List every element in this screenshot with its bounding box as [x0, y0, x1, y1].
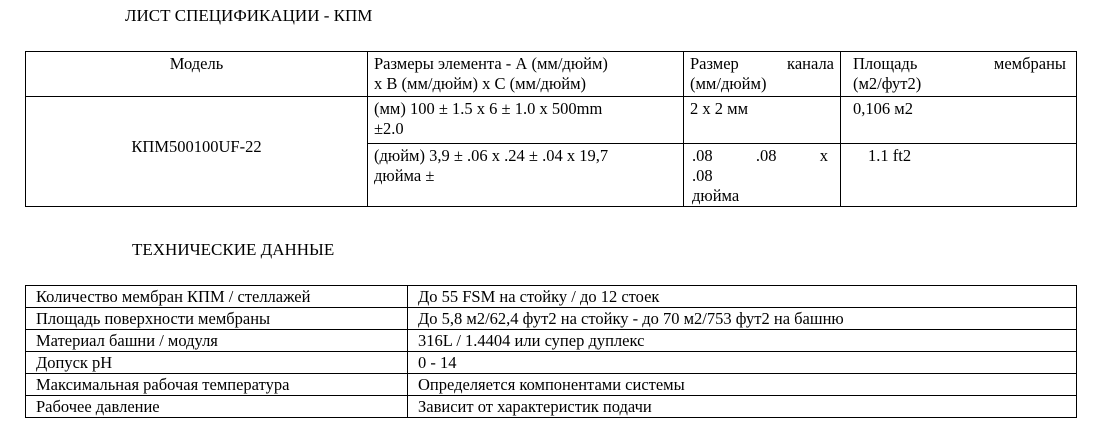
- channel-inch: [684, 144, 841, 207]
- dimensions-mm-line1: (мм) 100 ± 1.5 x 6 ± 1.0 x 500mm: [374, 99, 603, 118]
- tech-data-value: 0 - 14: [408, 352, 1077, 374]
- tech-data-value: Зависит от характеристик подачи: [408, 396, 1077, 418]
- area-mm: 0,106 м2: [841, 97, 1077, 144]
- tech-data-value: 316L / 1.4404 или супер дуплекс: [408, 330, 1077, 352]
- dimensions-mm-line2: ±2.0: [374, 119, 404, 138]
- tech-data-label: Количество мембран КПМ / стеллажей: [26, 286, 408, 308]
- header-dimensions-line1: Размеры элемента - А (мм/дюйм): [374, 54, 608, 73]
- header-channel: [684, 52, 841, 97]
- tech-data-row: [26, 330, 1077, 352]
- channel-inch-line2: дюйма: [692, 186, 740, 205]
- spec-row-mm: [26, 97, 1077, 144]
- spec-table: [25, 51, 1077, 207]
- tech-data-label: Максимальная рабочая температура: [26, 374, 408, 396]
- tech-data-value: Определяется компонентами системы: [408, 374, 1077, 396]
- header-dimensions-line2: х В (мм/дюйм) х С (мм/дюйм): [374, 74, 587, 93]
- dimensions-inch-line2: дюйма ±: [374, 166, 435, 185]
- tech-data-label: Рабочее давление: [26, 396, 408, 418]
- header-channel-line1: Размер канала: [690, 54, 834, 73]
- header-area: [841, 52, 1077, 97]
- channel-inch-line1: .08 .08 x .08: [692, 146, 828, 185]
- tech-data-row: [26, 352, 1077, 374]
- header-channel-line2: (мм/дюйм): [690, 74, 767, 93]
- tech-data-label: Материал башни / модуля: [26, 330, 408, 352]
- header-dimensions: [368, 52, 684, 97]
- tech-data-row: [26, 286, 1077, 308]
- tech-data-row: [26, 374, 1077, 396]
- tech-data-value: До 5,8 м2/62,4 фут2 на стойку - до 70 м2/753 фут2 на башню: [408, 308, 1077, 330]
- tech-data-label: Площадь поверхности мембраны: [26, 308, 408, 330]
- dimensions-inch: [368, 144, 684, 207]
- tech-data-row: [26, 308, 1077, 330]
- tech-data-row: [26, 396, 1077, 418]
- dimensions-inch-line1: (дюйм) 3,9 ± .06 x .24 ± .04 x 19,7: [374, 146, 609, 165]
- header-model: Модель: [26, 52, 368, 97]
- area-inch: 1.1 ft2: [841, 144, 1077, 207]
- header-area-line1: Площадь мембраны: [853, 54, 1066, 73]
- dimensions-mm: [368, 97, 684, 144]
- tech-data-label: Допуск pH: [26, 352, 408, 374]
- spec-header-row: [26, 52, 1077, 97]
- header-area-line2: (м2/фут2): [853, 74, 922, 93]
- tech-data-table: [25, 285, 1077, 418]
- tech-data-title: ТЕХНИЧЕСКИЕ ДАННЫЕ: [132, 240, 335, 259]
- tech-data-value: До 55 FSM на стойку / до 12 стоек: [408, 286, 1077, 308]
- model-name: КПМ500100UF-22: [26, 97, 368, 207]
- spec-sheet-title: ЛИСТ СПЕЦИФИКАЦИИ - КПМ: [125, 6, 373, 25]
- channel-mm: 2 х 2 мм: [684, 97, 841, 144]
